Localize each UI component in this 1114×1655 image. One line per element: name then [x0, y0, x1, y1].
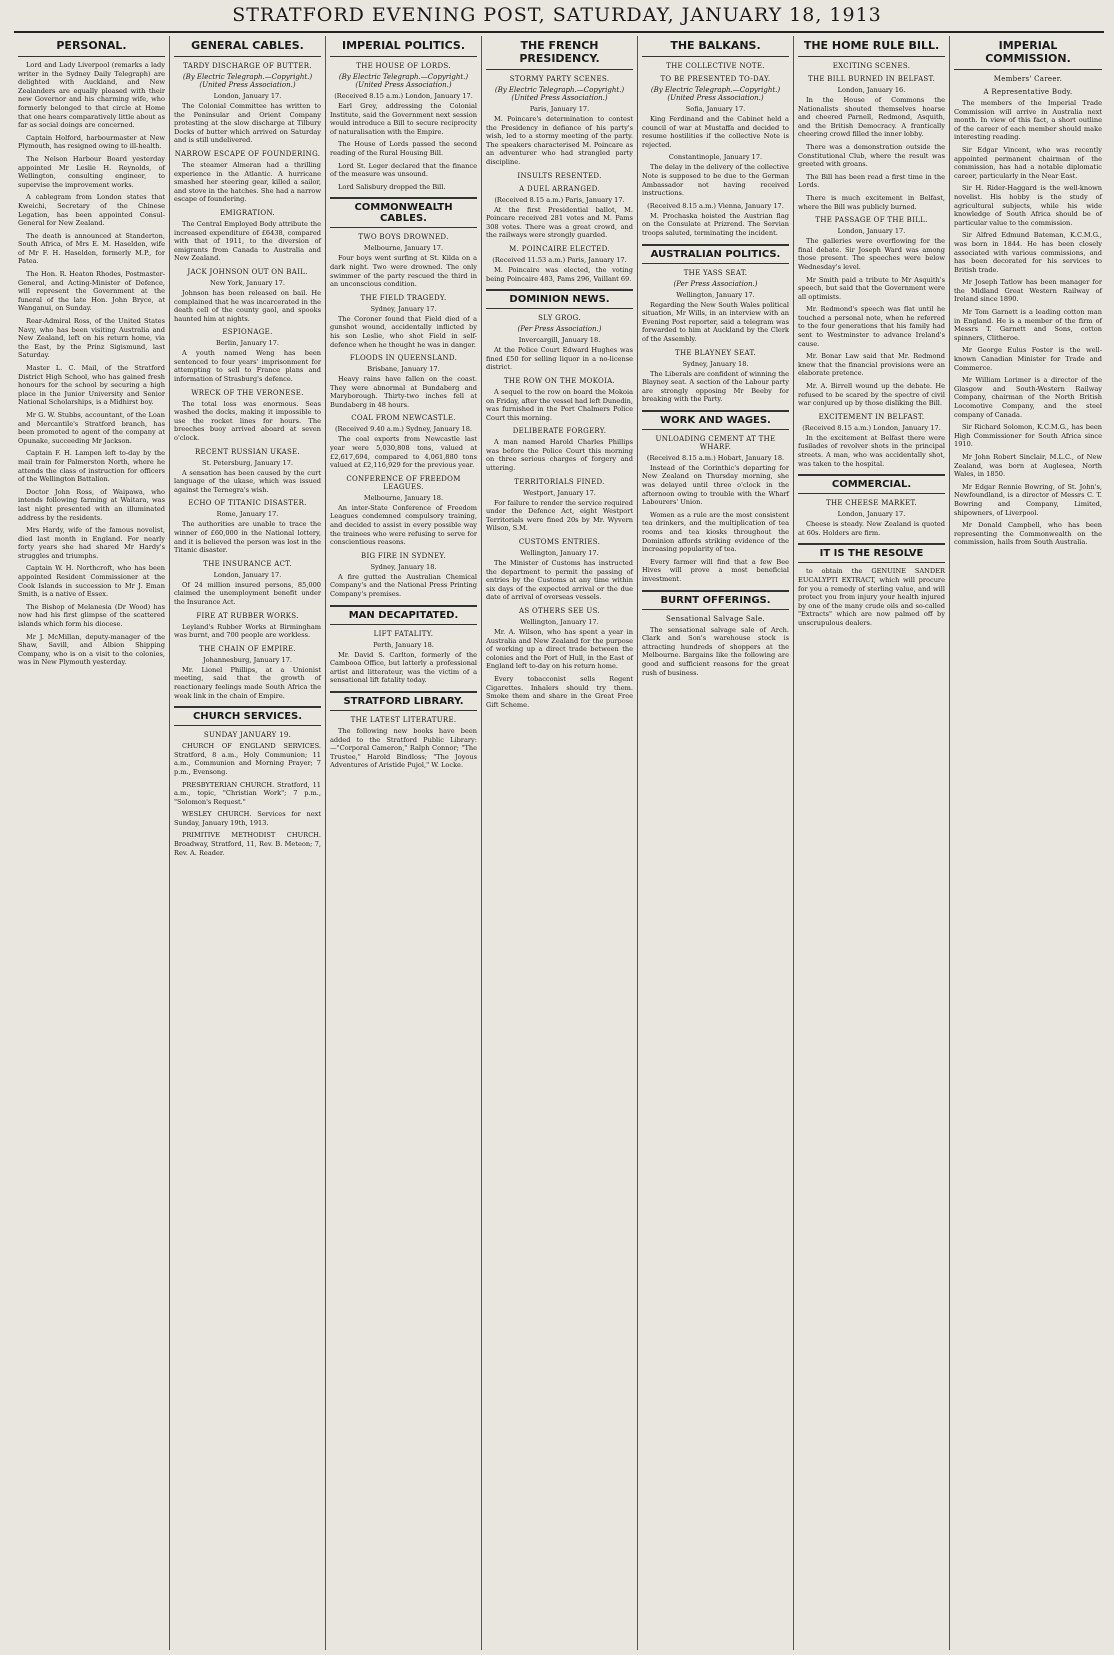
article-subheading: TWO BOYS DROWNED.	[358, 233, 449, 242]
article-paragraph: Earl Grey, addressing the Colonial Institute, said the Government next session would introduce a Bill to secure reciprocity of naturalisation with the Empire.	[330, 102, 477, 136]
article-heading: IT IS THE RESOLVE	[798, 543, 945, 563]
article-paragraph: Leyland's Rubber Works at Birmingham was burnt, and 700 people are workless.	[174, 622, 321, 640]
article-subheading: EXCITEMENT IN BELFAST.	[818, 412, 925, 421]
article-paragraph: Of 24 million insured persons, 85,000 claimed the unemployment benefit under the Insurance Act.	[174, 580, 321, 606]
article-paragraph: A man named Harold Charles Phillips was before the Police Court this morning on three serious charges of forgery and uttering.	[486, 438, 633, 473]
article-heading: COMMONWEALTH CABLES.	[330, 197, 477, 228]
article-subheading: LIFT FATALITY.	[373, 629, 434, 638]
press-credit: (By Electric Telegraph.—Copyright.) (United Press Association.)	[494, 86, 625, 102]
article-subheading: FIRE AT RUBBER WORKS.	[196, 611, 299, 620]
column	[638, 36, 794, 1650]
article-subheading: TARDY DISCHARGE OF BUTTER.	[183, 62, 312, 70]
article-paragraph: The Hon. R. Heaton Rhodes, Postmaster-General, and Acting-Minister of Defence, will represent the Government at the funeral of the late Hon. John Bryce, at Wanganui, on Sunday.	[18, 270, 165, 313]
article-paragraph: The Minister of Customs has instructed the department to permit the passing of entries by the Customs at any time within six days of the expected arrival or the due date of arrival of overseas vessels.	[486, 559, 633, 602]
dateline: Wellington, January 17.	[676, 290, 755, 299]
article-paragraph: Mr G. W. Stubbs, accountant, of the Loan and Mercantile's Stratford branch, has been promoted to agent of the company at Opunake, succeeding Mr Jackson.	[18, 410, 165, 445]
column-heading: PERSONAL.	[18, 36, 165, 57]
article-subheading: A DUEL ARRANGED.	[519, 184, 600, 193]
article-paragraph: There is much excitement in Belfast, where the Bill was publicly burned.	[798, 193, 945, 211]
column-heading: THE HOME RULE BILL.	[798, 36, 945, 57]
article-paragraph: A sensation has been caused by the curt language of the ukase, which was issued against the Ternegra's wish.	[174, 468, 321, 494]
article-subheading: THE BLAYNEY SEAT.	[675, 348, 756, 357]
masthead-rule	[14, 31, 1104, 33]
article-paragraph: Every farmer will find that a few Bee Hives will prove a most beneficial investment.	[642, 557, 789, 583]
columns	[14, 36, 1106, 1650]
article-paragraph: WESLEY CHURCH. Services for next Sunday, January 19th, 1913.	[174, 810, 321, 827]
article-paragraph: The Nelson Harbour Board yesterday appointed Mr Leslie H. Reynolds, of Wellington, consulting engineer, to supervise the improvement works.	[18, 154, 165, 189]
column	[14, 36, 170, 1650]
article-paragraph: The Liberals are confident of winning the Blayney seat. A section of the Labour party are strongly opposing Mr Beeby for breaking with the Party.	[642, 369, 789, 404]
article-paragraph: Lord and Lady Liverpool (remarks a lady writer in the Sydney Daily Telegraph) are delighted with Auckland, and New Zealanders are equally pleased with their new Governor and his charming wife, who formerly belonged to that circle at Home that one hears comparatively little about as far as social doings are concerned.	[18, 61, 165, 130]
article-paragraph: Captain Holford, harbourmaster at New Plymouth, has resigned owing to ill-health.	[18, 133, 165, 151]
article-paragraph: At the Police Court Edward Hughes was fined £50 for selling liquor in a no-license district.	[486, 346, 633, 372]
article-paragraph: Mr. A. Wilson, who has spent a year in Australia and New Zealand for the purpose of working up a direct trade between the colonies and the Port of Hull, in the East of England left to-day on his return home.	[486, 628, 633, 671]
dateline: Constantinople, January 17.	[668, 153, 763, 162]
article-subheading: THE ROW ON THE MOKOIA.	[503, 376, 616, 385]
article-paragraph: The Bishop of Melanesia (Dr Wood) has now had his first glimpse of the scattered islands which form his diocese.	[18, 602, 165, 629]
article-paragraph: Sir H. Rider-Haggard is the well-known novelist. His hobby is the study of agricultural subjects, while his wide knowledge of South Africa should be of particular value to the commission.	[954, 184, 1102, 227]
article-subheading: FLOODS IN QUEENSLAND.	[349, 354, 458, 363]
article-subheading: INSULTS RESENTED.	[517, 171, 602, 180]
article-paragraph: The sensational salvage sale of Arch. Clark and Son's warehouse stock is attracting hundreds of shoppers at the Melbourne. Bargains like the following are good and sufficient reasons for the great rush of business.	[642, 625, 789, 677]
dateline: Invercargill, January 18.	[518, 336, 601, 345]
dateline: Melbourne, January 17.	[363, 244, 444, 253]
article-paragraph: Rear-Admiral Ross, of the United States Navy, who has been visiting Australia and New Zealand, left on his return home, via the East, by the Prinz Sigismund, last Saturday.	[18, 317, 165, 360]
article-paragraph: The Coroner found that Field died of a gunshot wound, accidentally inflicted by his son Leslie, who shot Field in self-defence when he thought he was in danger.	[330, 314, 477, 349]
dateline: Brisbane, January 17.	[367, 365, 440, 374]
article-paragraph: CHURCH OF ENGLAND SERVICES. Stratford, 8 a.m., Holy Communion; 11 a.m., Communion and Morning Prayer; 7 p.m., Evensong.	[174, 742, 321, 776]
article-subheading: SUNDAY JANUARY 19.	[203, 731, 292, 740]
article-paragraph: The House of Lords passed the second reading of the Rural Housing Bill.	[330, 140, 477, 157]
article-paragraph: King Ferdinand and the Cabinet held a council of war at Mustaffa and decided to resume hostilities if the collective Note is rejected.	[642, 115, 789, 149]
article-heading: DOMINION NEWS.	[486, 289, 633, 309]
press-credit: (By Electric Telegraph.—Copyright.) (United Press Association.)	[338, 73, 469, 89]
article-paragraph: Mr William Lorimer is a director of the Glasgow and South-Western Railway Company, chairman of the North British Locomotive Company, and the steel company of Canada.	[954, 376, 1102, 419]
dateline: London, January 17.	[213, 92, 282, 100]
column-heading: GENERAL CABLES.	[174, 36, 321, 57]
article-subheading: DELIBERATE FORGERY.	[512, 427, 607, 436]
article-paragraph: Regarding the New South Wales political situation, Mr Wills, in an interview with an Evening Post reporter, said a telegram was forwarded to him at Auckland by the Clerk of the Assembly.	[642, 300, 789, 343]
article-paragraph: Doctor John Ross, of Waipawa, who intends following farming at Waitara, was last night presented with an illuminated address by the residents.	[18, 487, 165, 522]
article-paragraph: Captain W. H. Northcroft, who has been appointed Resident Commissioner at the Cook Islands in succession to Mr J. Eman Smith, is a native of Essex.	[18, 564, 165, 599]
article-paragraph: The Central Employed Body attribute the increased expenditure of £6438, compared with that of 1911, to the diversion of emigrants from Canada to Australia and New Zealand.	[174, 219, 321, 263]
article-paragraph: Mr Joseph Tatlow has been manager for the Midland Great Western Railway of Ireland since 1890.	[954, 278, 1102, 304]
article-paragraph: The Bill has been read a first time in the Lords.	[798, 172, 945, 190]
column-heading: THE BALKANS.	[642, 36, 789, 57]
dateline: (Received 8.15 a.m.) Hobart, January 18.	[646, 453, 785, 462]
dateline: (Received 11.53 a.m.) Paris, January 17.	[492, 255, 627, 264]
article-heading: MAN DECAPITATED.	[330, 605, 477, 625]
article-paragraph: Cheese is steady. New Zealand is quoted at 60s. Holders are firm.	[798, 520, 945, 537]
column	[326, 36, 482, 1650]
article-paragraph: M. Prochaska hoisted the Austrian flag on the Consulate at Prizrend. The Servian troops saluted, terminating the incident.	[642, 211, 789, 237]
article-paragraph: A fire gutted the Australian Chemical Company's and the National Press Printing Company's premises.	[330, 572, 477, 598]
dateline: Johannesburg, January 17.	[202, 655, 293, 664]
article-heading: AUSTRALIAN POLITICS.	[642, 244, 789, 264]
article-paragraph: A cablegram from London states that Kweichi, Secretary of the Chinese Legation, has been appointed Consul-General for New Zealand.	[18, 193, 165, 228]
press-credit: (Per Press Association.)	[517, 325, 602, 334]
article-paragraph: Master L. C. Mail, of the Stratford District High School, who has gained fresh honours for the school by securing a high place in the Junior University and Senior National Scholarships, is a Midhirst boy.	[18, 364, 165, 407]
article-subheading: AS OTHERS SEE US.	[519, 607, 600, 615]
article-paragraph: Sir Alfred Edmund Bateman, K.C.M.G., was born in 1844. He has been closely associated with various commissions, and has been decorated for his services to British trade.	[954, 231, 1102, 274]
column	[482, 36, 638, 1650]
article-subheading: ESPIONAGE.	[222, 328, 273, 337]
article-subheading: ECHO OF TITANIC DISASTER.	[188, 499, 307, 508]
article-paragraph: Mr Tom Garnett is a leading cotton man in England. He is a member of the firm of Messrs T. Garnett and Sons, cotton spinners, Clitheroe.	[954, 308, 1102, 342]
dateline: Sydney, January 17.	[370, 304, 437, 313]
article-paragraph: The total loss was enormous. Seas washed the docks, making it impossible to use the rocket lines for hours. The breeches buoy arrived aboard at seven o'clock.	[174, 399, 321, 443]
article-subheading: WRECK OF THE VERONESE.	[191, 388, 304, 397]
article-subheading: THE INSURANCE ACT.	[203, 559, 292, 568]
article-subheading: EXCITING SCENES.	[832, 62, 911, 70]
article-subheading: A Representative Body.	[983, 88, 1073, 96]
article-paragraph: Four boys went surfing at St. Kilda on a dark night. Two were drowned. The only swimmer of the party rescued the third in an unconscious condition.	[330, 254, 477, 289]
article-paragraph: A sequel to the row on board the Mokoia on Friday, after the vessel had left Dunedin, was furnished in the Port Chalmers Police Court this morning.	[486, 387, 633, 422]
column-heading: THE FRENCH PRESIDENCY.	[486, 36, 633, 70]
article-paragraph: An inter-State Conference of Freedom Leagues condemned compulsory training, and decided to assist in every possible way the trainees who were refusing to serve for conscientious reasons.	[330, 503, 477, 547]
article-subheading: UNLOADING CEMENT AT THE WHARF.	[655, 434, 776, 451]
dateline: Sofia, January 17.	[685, 105, 746, 113]
dateline: Sydney, January 18.	[682, 359, 749, 368]
article-paragraph: PRIMITIVE METHODIST CHURCH. Broadway, Stratford, 11, Rev. B. Meteon; 7, Rev. A. Reader.	[174, 831, 321, 857]
article-subheading: STORMY PARTY SCENES.	[509, 75, 610, 83]
dateline: London, January 17.	[213, 570, 282, 579]
article-heading: WORK AND WAGES.	[642, 410, 789, 430]
article-subheading: SLY GROG.	[538, 314, 581, 323]
article-subheading: THE BILL BURNED IN BELFAST.	[807, 75, 935, 83]
article-paragraph: Sir Richard Solomon, K.C.M.G., has been High Commissioner for South Africa since 1910.	[954, 423, 1102, 449]
dateline: (Received 8.15 a.m.) Paris, January 17.	[494, 195, 625, 204]
press-credit: (By Electric Telegraph.—Copyright.) (United Press Association.)	[182, 73, 313, 89]
article-subheading: TO BE PRESENTED TO-DAY.	[660, 75, 771, 83]
article-paragraph: Lord Salisbury dropped the Bill.	[338, 182, 446, 191]
article-subheading: Sensational Salvage Sale.	[666, 614, 765, 623]
article-subheading: THE PASSAGE OF THE BILL.	[815, 216, 928, 225]
masthead: STRATFORD EVENING POST, SATURDAY, JANUARY 18, 1913	[232, 4, 882, 26]
article-paragraph: The steamer Almeran had a thrilling experience in the Atlantic. A hurricane smashed her steering gear, killed a sailor, and stove in the hatches. She had a narrow escape of foundering.	[174, 160, 321, 204]
dateline: (Received 8.15 a.m.) Vienna, January 17.	[647, 201, 784, 210]
article-paragraph: Mr John Robert Sinclair, M.L.C., of New Zealand, was born at Auglesea, North Wales, in 1850.	[954, 452, 1102, 479]
article-paragraph: Lord St. Leger declared that the finance of the measure was unsound.	[330, 161, 477, 179]
article-paragraph: The coal exports from Newcastle last year were 5,030,808 tons, valued at £2,617,694, compared to 4,061,880 tons valued at £2,116,929 for the previous year.	[330, 435, 477, 470]
article-subheading: EMIGRATION.	[220, 208, 275, 217]
article-paragraph: Sir Edgar Vincent, who was recently appointed permanent chairman of the commission, has had a notable diplomatic career, particularly in the Near East.	[954, 145, 1102, 180]
dateline: Wellington, January 17.	[520, 549, 599, 558]
article-paragraph: Mr. Lionel Phillips, at a Unionist meeting, said that the growth of reactionary feelings made South Africa the weak link in the chain of Empire.	[174, 665, 321, 700]
dateline: Westport, January 17.	[523, 488, 596, 497]
article-subheading: CUSTOMS ENTRIES.	[518, 538, 601, 547]
article-paragraph: to obtain the GENUINE SANDER EUCALYPTI EXTRACT, which will procure for you a remedy of sterling value, and will protect you from injury your health injured by one of the many crude oils and so-called "Extracts" which are now palmed off by unscrupulous dealers.	[798, 567, 945, 627]
dateline: Berlin, January 17.	[215, 339, 279, 348]
article-paragraph: Mr Edgar Rennie Bowring, of St. John's, Newfoundland, is a director of Messrs C. T. Bowring and Company, Limited, shipowners, of Liverpool.	[954, 482, 1102, 517]
article-paragraph: Mr Donald Campbell, who has been representing the Commonwealth on the commission, hails from South Australia.	[954, 521, 1102, 547]
article-paragraph: Mr Smith paid a tribute to Mr Asquith's speech, but said that the Government were all optimists.	[798, 275, 945, 301]
article-subheading: THE YASS SEAT.	[683, 268, 748, 277]
dateline: Sydney, January 18.	[370, 562, 437, 571]
dateline: London, January 17.	[837, 227, 906, 236]
article-paragraph: At the first Presidential ballot, M. Poincare received 281 votes and M. Pams 308 votes. There was a great crowd, and the railways were strongly guarded.	[486, 205, 633, 240]
dateline: Wellington, January 17.	[520, 618, 599, 626]
article-paragraph: Mr. Bonar Law said that Mr. Redmond knew that the financial provisions were an elaborate pretence.	[798, 352, 945, 378]
article-subheading: THE CHEESE MARKET.	[825, 499, 918, 508]
article-subheading: JACK JOHNSON OUT ON BAIL.	[187, 267, 308, 276]
article-subheading: NARROW ESCAPE OF FOUNDERING.	[174, 149, 321, 158]
article-paragraph: In the excitement at Belfast there were fusilades of revolver shots in the principal streets. A man, who was accidentally shot, was taken to the hospital.	[798, 433, 945, 468]
article-paragraph: Instead of the Corinthic's departing for New Zealand on Thursday morning, she was delayed until three o'clock in the afternoon owing to trouble with the Wharf Labourers' Union.	[642, 463, 789, 507]
press-credit: (By Electric Telegraph.—Copyright.) (United Press Association.)	[650, 86, 781, 102]
article-paragraph: Heavy rains have fallen on the coast. They were abnormal at Bundaberg and Maryborough. Thirty-two inches fell at Bundaberg in 48 hours.	[330, 375, 477, 409]
article-subheading: THE LATEST LITERATURE.	[350, 715, 457, 724]
dateline: Perth, January 18.	[373, 640, 434, 649]
article-heading: COMMERCIAL.	[798, 474, 945, 494]
column-heading: IMPERIAL POLITICS.	[330, 36, 477, 57]
article-subheading: THE HOUSE OF LORDS.	[356, 62, 451, 70]
article-heading: CHURCH SERVICES.	[174, 706, 321, 726]
article-subheading: THE FIELD TRAGEDY.	[360, 293, 447, 302]
article-subheading: COAL FROM NEWCASTLE.	[351, 414, 456, 423]
column	[950, 36, 1106, 1650]
dateline: New York, January 17.	[210, 278, 285, 287]
article-heading: STRATFORD LIBRARY.	[330, 691, 477, 711]
column-heading: IMPERIAL COMMISSION.	[954, 36, 1102, 70]
column	[170, 36, 326, 1650]
press-credit: (Per Press Association.)	[673, 279, 758, 288]
article-paragraph: Captain F. H. Lampen left to-day by the mail train for Palmerston North, where he attends the class of instruction for officers of the Wellington Battalion.	[18, 449, 165, 484]
article-paragraph: The Colonial Committee has written to the Peninsular and Orient Company protesting at the slow discharge at Tilbury Docks of butter which arrived on Saturday and is still undelivered.	[174, 102, 321, 145]
article-subheading: Members' Career.	[993, 75, 1063, 83]
article-subheading: CONFERENCE OF FREEDOM LEAGUES.	[346, 474, 461, 491]
dateline: London, January 17.	[837, 510, 906, 519]
dateline: St. Petersburg, January 17.	[202, 458, 293, 467]
article-paragraph: The authorities are unable to trace the winner of £60,000 in the National lottery, and it is believed the person was lost in the Titanic disaster.	[174, 520, 321, 555]
dateline: Melbourne, January 18.	[363, 493, 444, 502]
article-paragraph: Mr. Redmond's speech was flat until he touched a personal note, when he referred to the four generations that his family had sent to Westminster to advance Ireland's cause.	[798, 305, 945, 348]
article-paragraph: Mr J. McMillan, deputy-manager of the Shaw, Savill, and Albion Shipping Company, who is on a visit to the colonies, was in New Plymouth yesterday.	[18, 632, 165, 667]
article-heading: BURNT OFFERINGS.	[642, 590, 789, 610]
article-paragraph: The members of the Imperial Trade Commission will arrive in Australia next month. In view of this fact, a short outline of the career of each member should make interesting reading.	[954, 99, 1102, 142]
article-paragraph: M. Poincaire was elected, the voting being Poincaire 483, Pams 296, Vaillant 69.	[486, 265, 633, 283]
column	[794, 36, 950, 1650]
dateline: (Received 8.15 a.m.) London, January 17.	[334, 92, 473, 100]
dateline: (Received 8.15 a.m.) London, January 17.	[802, 423, 941, 432]
article-paragraph: The death is announced at Standerton, South Africa, of Mrs E. M. Haselden, wife of Mr F. H. Haselden, formerly M.P., for Patea.	[18, 231, 165, 266]
article-paragraph: For failure to render the service required under the Defence Act, eight Westport Territorials were fined 20s by Mr. Wyvern Wilson, S.M.	[486, 498, 633, 533]
article-paragraph: The delay in the delivery of the collective Note is supposed to be due to the German Ambassador not having received instructions.	[642, 163, 789, 198]
article-paragraph: Mrs Hardy, wife of the famous novelist, died last month in England. For nearly forty years she had shared Mr Hardy's struggles and triumphs.	[18, 526, 165, 560]
article-paragraph: PRESBYTERIAN CHURCH. Stratford, 11 a.m., topic, "Christian Work"; 7 p.m., "Solomon's Request."	[174, 780, 321, 806]
article-paragraph: Mr. A. Birrell wound up the debate. He refused to be scared by the spectre of civil war conjured up by those disliking the Bill.	[798, 382, 945, 408]
article-paragraph: Every tobacconist sells Regent Cigarettes. Inhalers should try them. Smoke them and share in the Great Free Gift Scheme.	[486, 674, 633, 709]
article-paragraph: The galleries were overflowing for the final debate. Sir Joseph Ward was among those present. The speeches were below Wednesday's level.	[798, 237, 945, 271]
article-paragraph: M. Poincare's determination to contest the Presidency in defiance of his party's wish, led to a stormy meeting of the party. The speakers characterised M. Poincare as an adventurer who had strangled party discipline.	[486, 115, 633, 166]
article-paragraph: The following new books have been added to the Stratford Public Library:—"Corporal Cameron," Ralph Connor; "The Trustee," Harold Bindloss; "The Joyous Adventures of Aristide Pujol," W. Locke.	[330, 726, 477, 770]
article-subheading: THE COLLECTIVE NOTE.	[666, 62, 765, 70]
article-paragraph: Women as a rule are the most consistent tea drinkers, and the multiplication of tea rooms and tea kiosks throughout the Dominion affords striking evidence of the increasing popularity of tea.	[642, 510, 789, 554]
dateline: (Received 9.40 a.m.) Sydney, January 18.	[334, 425, 473, 434]
dateline: Rome, January 17.	[216, 510, 279, 519]
article-paragraph: There was a demonstration outside the Constitutional Club, where the result was greeted with groans.	[798, 142, 945, 169]
article-paragraph: In the House of Commons the Nationalists shouted themselves hoarse and cheered Parnell, Redmond, Asquith, and the British Democracy. A frantically cheering crowd filled the inner lobby.	[798, 96, 945, 139]
dateline: Paris, January 17.	[529, 105, 590, 113]
article-paragraph: Mr. David S. Carlton, formerly of the Cambooa Office, but latterly a professional artist and litterateur, was the victim of a sensational lift fatality today.	[330, 650, 477, 685]
article-paragraph: Mr George Eulus Foster is the well-known Canadian Minister for Trade and Commerce.	[954, 346, 1102, 372]
article-subheading: THE CHAIN OF EMPIRE.	[199, 644, 296, 653]
dateline: London, January 16.	[837, 86, 906, 94]
article-subheading: TERRITORIALS FINED.	[514, 477, 605, 486]
article-subheading: M. POINCAIRE ELECTED.	[509, 244, 610, 253]
article-subheading: RECENT RUSSIAN UKASE.	[194, 447, 300, 456]
article-subheading: BIG FIRE IN SYDNEY.	[361, 551, 446, 560]
article-paragraph: Johnson has been released on bail. He complained that he was incarcerated in the death cell of the county gaol, and spooks haunted him at nights.	[174, 288, 321, 323]
article-paragraph: A youth named Weng has been sentenced to four years' imprisonment for attempting to sell to France plans and information of Strasburg's defence.	[174, 349, 321, 384]
